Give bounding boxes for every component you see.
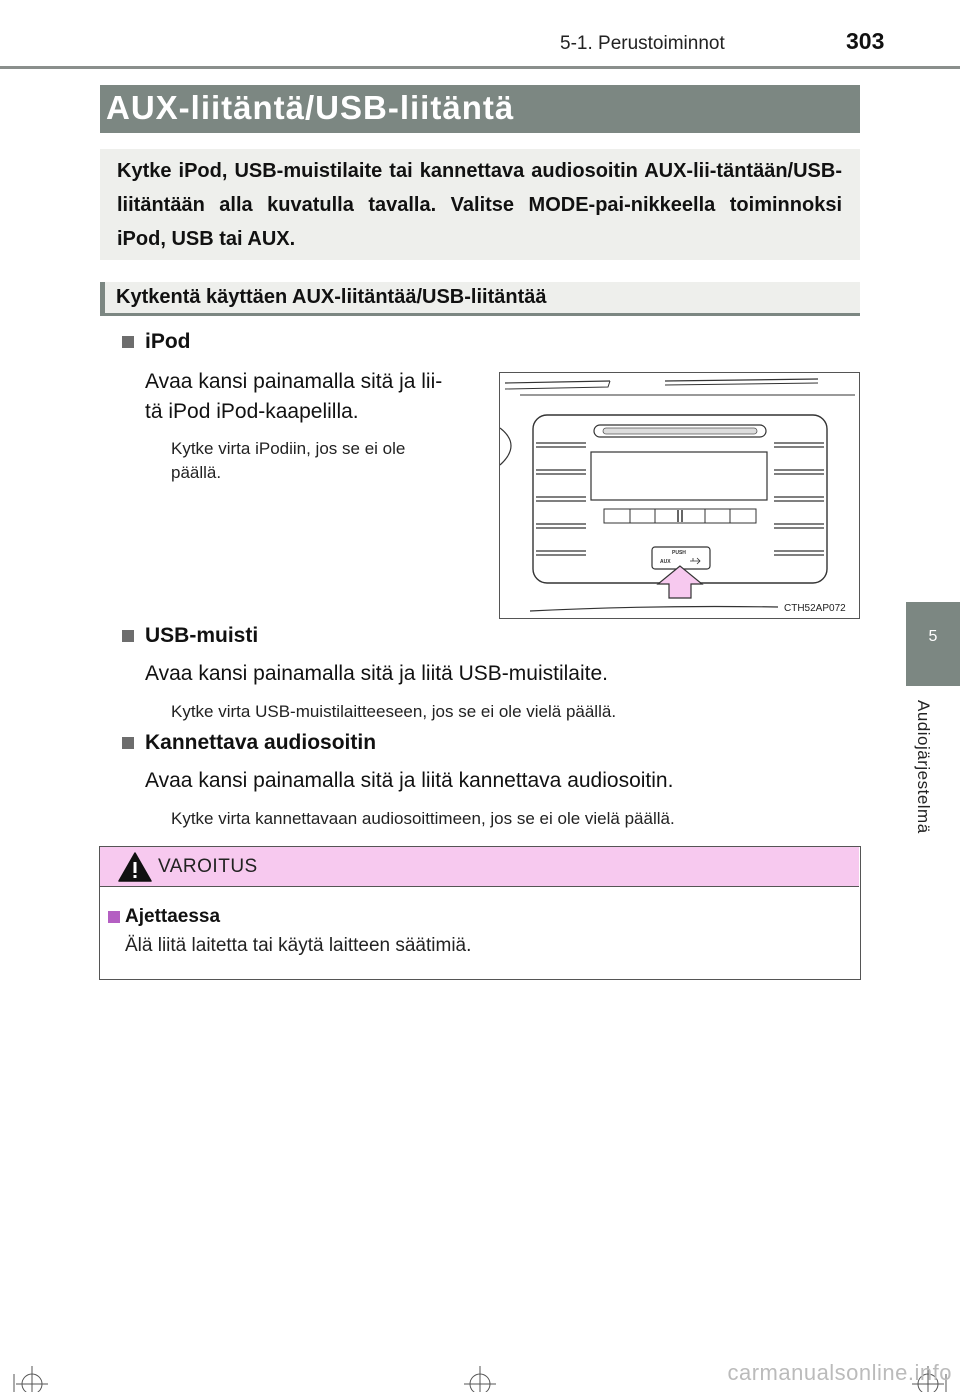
warning-subheading: Ajettaessa (125, 906, 221, 927)
section-title: 5-1. Perustoiminnot (560, 33, 725, 54)
audio-unit-drawing (500, 373, 859, 618)
figure-code: CTH52AP072 (784, 603, 846, 614)
bullet-square (122, 630, 134, 642)
header-divider (0, 66, 960, 69)
subsection-title: Kytkentä käyttäen AUX-liitäntää/USB-liitäntää (116, 286, 547, 308)
warning-bullet (108, 911, 120, 923)
warning-triangle-icon (117, 851, 153, 883)
aux-label: AUX (660, 559, 671, 565)
item-heading-ipod: iPod (145, 330, 191, 353)
page-number: 303 (846, 28, 885, 54)
warning-title: VAROITUS (158, 856, 258, 877)
bullet-square (122, 737, 134, 749)
bullet-square (122, 336, 134, 348)
audio-unit-figure (499, 372, 860, 619)
intro-text: Kytke iPod, USB-muistilaite tai kannettava audiosoitin AUX-lii-täntään/USB-liitäntään alla kuvatulla tavalla. Valitse MODE-pai-nikkeella toiminnoksi iPod, USB tai AUX. (117, 160, 842, 250)
item-note-usb: Kytke virta USB-muistilaitteeseen, jos se ei ole vielä päällä. (171, 702, 617, 721)
item-body-ipod-line1: Avaa kansi painamalla sitä ja lii- (145, 370, 443, 393)
item-body-ipod-line2: tä iPod iPod-kaapelilla. (145, 400, 359, 423)
item-body-portable: Avaa kansi painamalla sitä ja liitä kannettava audiosoitin. (145, 769, 674, 792)
push-label: PUSH (672, 550, 686, 556)
item-heading-usb: USB-muisti (145, 624, 259, 647)
warning-body: Älä liitä laitetta tai käytä laitteen säätimiä. (125, 935, 472, 956)
chapter-name: Audiojärjestelmä (914, 700, 933, 834)
page-title: AUX-liitäntä/USB-liitäntä (106, 89, 515, 126)
item-body-usb: Avaa kansi painamalla sitä ja liitä USB-muistilaite. (145, 662, 608, 685)
item-note-ipod-line2: päällä. (171, 463, 222, 482)
item-heading-portable: Kannettava audiosoitin (145, 731, 377, 754)
chapter-number: 5 (928, 628, 938, 645)
watermark: carmanualsonline.info (727, 1360, 952, 1385)
item-note-ipod-line1: Kytke virta iPodiin, jos se ei ole (171, 439, 406, 458)
item-note-portable: Kytke virta kannettavaan audiosoittimeen, jos se ei ole vielä päällä. (171, 809, 675, 828)
